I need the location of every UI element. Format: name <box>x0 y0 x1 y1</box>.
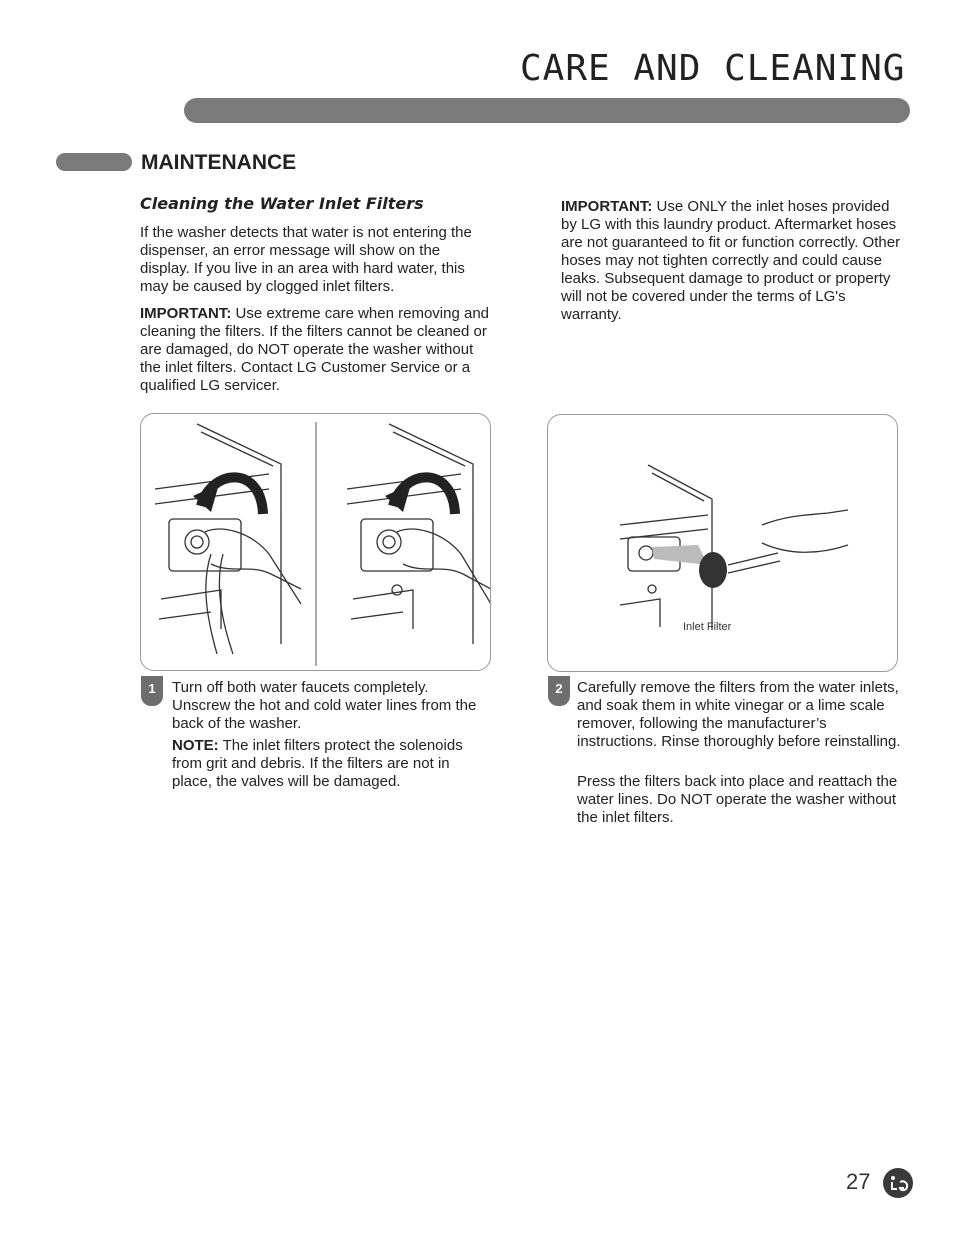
page-number: 27 <box>846 1169 871 1194</box>
step-2-badge: 2 <box>548 676 570 706</box>
important-text: Use ONLY the inlet hoses provided by LG with this laundry product. Aftermarket hoses are not guaranteed to fit or function correctly. Other hoses may not tighten correctly and could cause leaks. Subsequent damage to product or property will not be covered under the terms of LG's warranty. <box>561 198 901 323</box>
subsection-title: Cleaning the Water Inlet Filters <box>140 194 424 213</box>
note-label: NOTE: <box>172 737 219 754</box>
figure-panel-step-1 <box>140 413 491 671</box>
intro-paragraph: If the washer detects that water is not entering the dispenser, an error message will show on the display. If you live in an area with hard water, this may be caused by clogged inlet filters. <box>140 224 472 295</box>
important-label: IMPORTANT: <box>561 198 653 215</box>
note-text: The inlet filters protect the solenoids from grit and debris. If the filters are not in place, the valves will be damaged. <box>172 737 463 790</box>
important-paragraph-right <box>561 198 906 324</box>
header-bar <box>184 98 910 123</box>
chapter-title: CARE AND CLEANING <box>520 48 906 89</box>
lg-logo-icon <box>882 1167 914 1199</box>
step-2-text: Carefully remove the filters from the water inlets, and soak them in white vinegar or a lime scale remover, following the manufacturer’s instructions. Rinse thoroughly before reinstalling. <box>577 679 901 750</box>
important-text: Use extreme care when removing and cleaning the filters. If the filters cannot be cleaned or are damaged, do NOT operate the washer without the inlet filters. Contact LG Customer Service or a qualified LG servicer. <box>140 305 490 394</box>
unscrew-hoses-illustration <box>141 414 491 671</box>
step-1-text: Turn off both water faucets completely. Unscrew the hot and cold water lines from the back of the washer. <box>172 679 477 732</box>
inlet-filter-label: Inlet Filter <box>683 621 732 633</box>
figure-panel-step-2 <box>547 414 898 672</box>
step-2-text-continued: Press the filters back into place and reattach the water lines. Do NOT operate the washer without the inlet filters. <box>577 773 898 826</box>
step-1-badge: 1 <box>141 676 163 706</box>
section-marker <box>56 153 132 171</box>
section-title: MAINTENANCE <box>141 151 297 174</box>
important-label: IMPORTANT: <box>140 305 232 322</box>
remove-filter-illustration <box>548 415 898 672</box>
important-paragraph-left <box>140 305 490 395</box>
step-1-note <box>172 737 490 791</box>
